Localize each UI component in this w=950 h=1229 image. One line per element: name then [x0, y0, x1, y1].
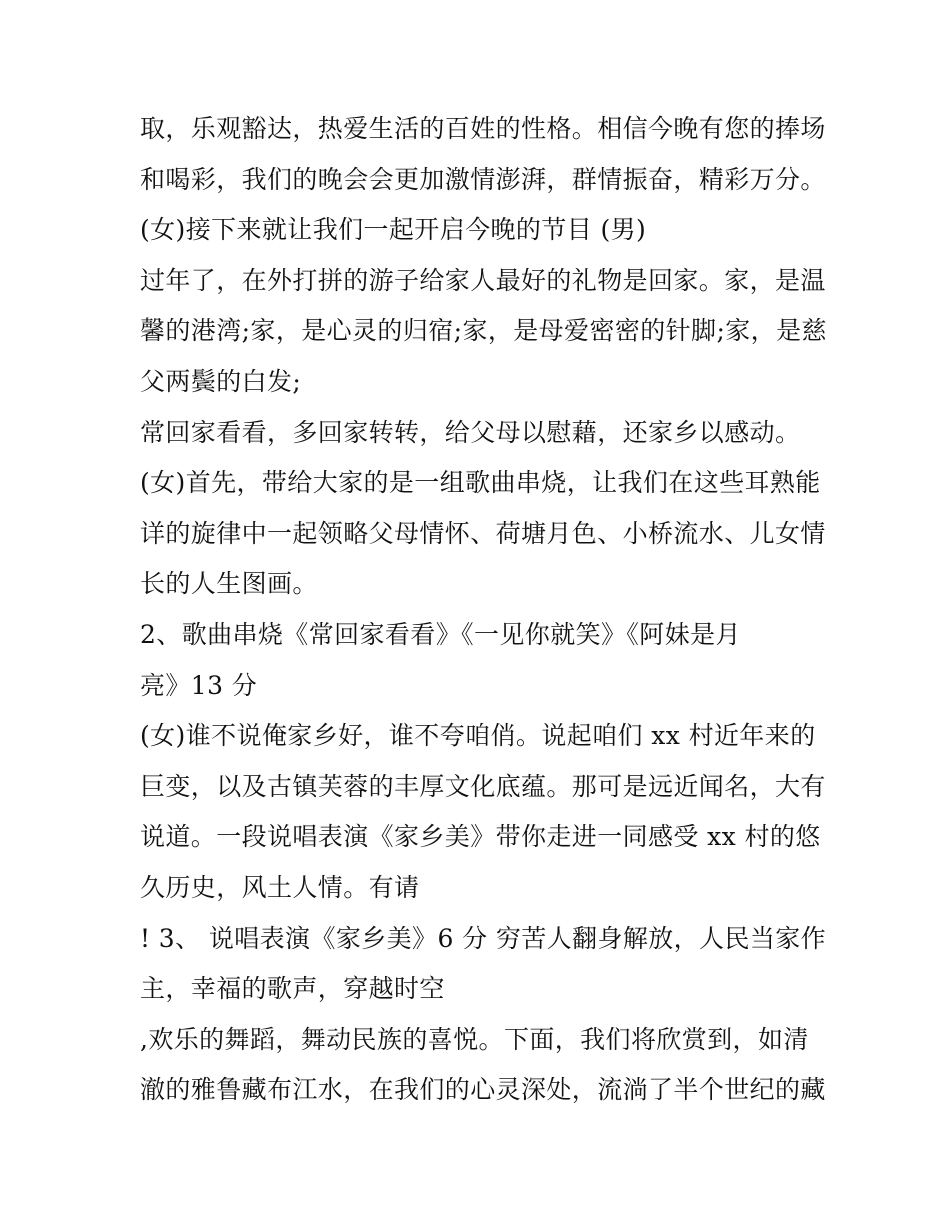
text-line: 2、歌曲串烧《常回家看看》《一见你就笑》《阿妹是月: [140, 619, 741, 649]
text-line: 久历史，风土人情。有请: [140, 872, 420, 902]
text-line: 主，幸福的歌声，穿越时空: [140, 974, 445, 1004]
text-line: 和喝彩，我们的晚会会更加激情澎湃，群情振奋，精彩万分。: [140, 164, 826, 194]
text-line: 常回家看看，多回家转转，给父母以慰藉，还家乡以感动。: [140, 417, 801, 447]
text-line: ,欢乐的舞蹈，舞动民族的喜悦。下面，我们将欣赏到，如清: [140, 1024, 809, 1054]
text-line: (女)接下来就让我们一起开启今晚的节目 (男): [140, 215, 647, 245]
text-line: 长的人生图画。: [140, 569, 318, 599]
text-line: (女)首先，带给大家的是一组歌曲串烧，让我们在这些耳熟能: [140, 468, 821, 498]
text-line: 馨的港湾;家，是心灵的归宿;家，是母爱密密的针脚;家，是慈: [140, 316, 827, 346]
text-line: 巨变，以及古镇芙蓉的丰厚文化底蕴。那可是远近闻名，大有: [140, 771, 826, 801]
text-line: 过年了，在外打拼的游子给家人最好的礼物是回家。家，是温: [140, 265, 826, 295]
text-line: 取，乐观豁达，热爱生活的百姓的性格。相信今晚有您的捧场: [140, 114, 826, 143]
text-line: 详的旋律中一起领略父母情怀、荷塘月色、小桥流水、儿女情: [140, 518, 826, 548]
text-line: 说道。一段说唱表演《家乡美》带你走进一同感受 xx 村的悠: [140, 822, 821, 852]
text-line: 父两鬓的白发;: [140, 366, 302, 396]
text-line: ! 3、 说唱表演《家乡美》6 分 穷苦人翻身解放，人民当家作: [140, 923, 827, 953]
text-line: 澈的雅鲁藏布江水，在我们的心灵深处，流淌了半个世纪的藏: [140, 1075, 826, 1105]
text-line: 亮》13 分: [140, 670, 258, 700]
text-line: (女)谁不说俺家乡好，谁不夸咱俏。说起咱们 xx 村近年来的: [140, 721, 816, 751]
body-text: [140, 104, 830, 1116]
